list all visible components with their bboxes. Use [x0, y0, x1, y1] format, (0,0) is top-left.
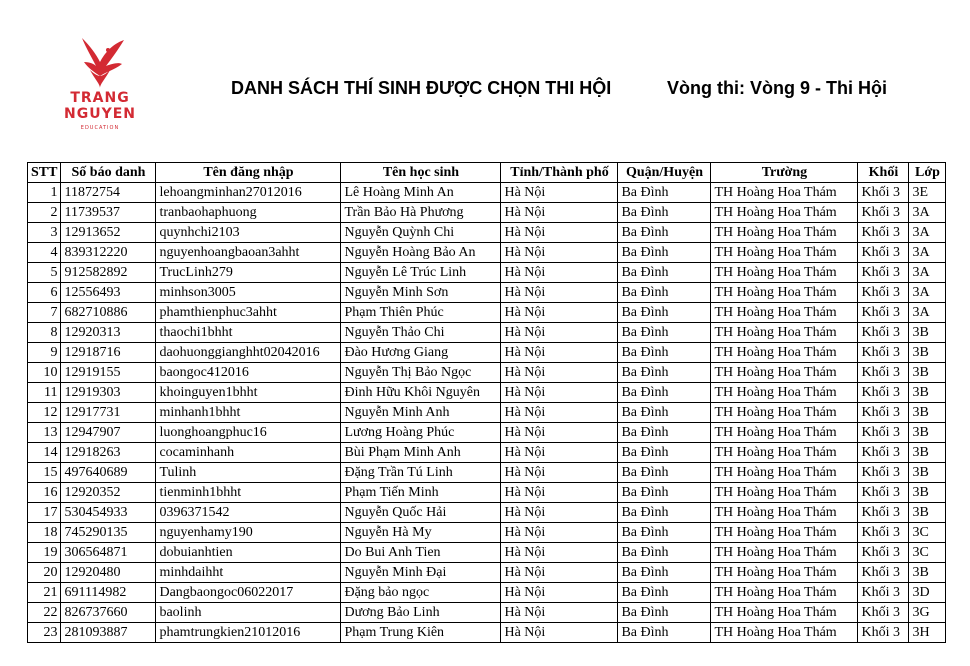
- cell-truong: TH Hoàng Hoa Thám: [711, 403, 858, 423]
- cell-ten-dang-nhap: dobuianhtien: [156, 543, 341, 563]
- logo-brand-line1: TRANG: [70, 90, 130, 106]
- cell-lop: 3C: [909, 543, 946, 563]
- cell-khoi: Khối 3: [858, 223, 909, 243]
- cell-ten-dang-nhap: daohuonggianghht02042016: [156, 343, 341, 363]
- table-row: [28, 323, 946, 343]
- cell-ten-hoc-sinh: Bùi Phạm Minh Anh: [341, 443, 501, 463]
- cell-so-bao-danh: 11872754: [61, 183, 156, 203]
- cell-lop: 3H: [909, 623, 946, 643]
- cell-ten-dang-nhap: Dangbaongoc06022017: [156, 583, 341, 603]
- cell-ten-dang-nhap: luonghoangphuc16: [156, 423, 341, 443]
- cell-tinh-thanh-pho: Hà Nội: [501, 623, 618, 643]
- column-header-quan-huyen: Quận/Huyện: [618, 163, 711, 183]
- table-row: [28, 183, 946, 203]
- cell-truong: TH Hoàng Hoa Thám: [711, 303, 858, 323]
- cell-truong: TH Hoàng Hoa Thám: [711, 463, 858, 483]
- cell-tinh-thanh-pho: Hà Nội: [501, 263, 618, 283]
- cell-ten-hoc-sinh: Đặng bảo ngọc: [341, 583, 501, 603]
- cell-khoi: Khối 3: [858, 523, 909, 543]
- cell-lop: 3A: [909, 303, 946, 323]
- cell-stt: 23: [28, 623, 61, 643]
- cell-so-bao-danh: 12918716: [61, 343, 156, 363]
- candidate-table: [27, 162, 946, 643]
- cell-quan-huyen: Ba Đình: [618, 523, 711, 543]
- trang-nguyen-logo: [50, 32, 150, 140]
- cell-truong: TH Hoàng Hoa Thám: [711, 523, 858, 543]
- table-header-row: [28, 163, 946, 183]
- cell-so-bao-danh: 12917731: [61, 403, 156, 423]
- cell-ten-dang-nhap: minhanh1bhht: [156, 403, 341, 423]
- table-row: [28, 623, 946, 643]
- cell-khoi: Khối 3: [858, 203, 909, 223]
- cell-stt: 1: [28, 183, 61, 203]
- cell-khoi: Khối 3: [858, 463, 909, 483]
- logo-brand-line2: NGUYEN: [64, 106, 136, 122]
- cell-quan-huyen: Ba Đình: [618, 483, 711, 503]
- cell-truong: TH Hoàng Hoa Thám: [711, 543, 858, 563]
- cell-lop: 3B: [909, 323, 946, 343]
- column-header-tinh-thanh-pho: Tỉnh/Thành phố: [501, 163, 618, 183]
- cell-stt: 8: [28, 323, 61, 343]
- table-row: [28, 343, 946, 363]
- table-row: [28, 463, 946, 483]
- cell-quan-huyen: Ba Đình: [618, 503, 711, 523]
- cell-lop: 3B: [909, 463, 946, 483]
- cell-so-bao-danh: 12920313: [61, 323, 156, 343]
- cell-lop: 3A: [909, 223, 946, 243]
- cell-ten-dang-nhap: baongoc412016: [156, 363, 341, 383]
- cell-stt: 19: [28, 543, 61, 563]
- table-row: [28, 303, 946, 323]
- cell-truong: TH Hoàng Hoa Thám: [711, 563, 858, 583]
- cell-tinh-thanh-pho: Hà Nội: [501, 463, 618, 483]
- cell-ten-hoc-sinh: Nguyễn Thảo Chi: [341, 323, 501, 343]
- table-body: [28, 183, 946, 643]
- cell-so-bao-danh: 12919155: [61, 363, 156, 383]
- cell-ten-hoc-sinh: Đinh Hữu Khôi Nguyên: [341, 383, 501, 403]
- cell-khoi: Khối 3: [858, 563, 909, 583]
- cell-khoi: Khối 3: [858, 243, 909, 263]
- cell-ten-dang-nhap: phamtrungkien21012016: [156, 623, 341, 643]
- cell-quan-huyen: Ba Đình: [618, 383, 711, 403]
- column-header-lop: Lớp: [909, 163, 946, 183]
- cell-lop: 3B: [909, 383, 946, 403]
- column-header-khoi: Khối: [858, 163, 909, 183]
- cell-truong: TH Hoàng Hoa Thám: [711, 363, 858, 383]
- cell-lop: 3D: [909, 583, 946, 603]
- cell-ten-dang-nhap: tranbaohaphuong: [156, 203, 341, 223]
- cell-quan-huyen: Ba Đình: [618, 243, 711, 263]
- cell-khoi: Khối 3: [858, 623, 909, 643]
- cell-ten-hoc-sinh: Phạm Thiên Phúc: [341, 303, 501, 323]
- cell-tinh-thanh-pho: Hà Nội: [501, 243, 618, 263]
- round-label: Vòng thi: Vòng 9 - Thi Hội: [667, 78, 887, 98]
- cell-quan-huyen: Ba Đình: [618, 443, 711, 463]
- cell-stt: 17: [28, 503, 61, 523]
- cell-tinh-thanh-pho: Hà Nội: [501, 523, 618, 543]
- cell-khoi: Khối 3: [858, 443, 909, 463]
- cell-truong: TH Hoàng Hoa Thám: [711, 263, 858, 283]
- cell-ten-hoc-sinh: Nguyễn Quỳnh Chi: [341, 223, 501, 243]
- cell-quan-huyen: Ba Đình: [618, 343, 711, 363]
- cell-khoi: Khối 3: [858, 263, 909, 283]
- cell-tinh-thanh-pho: Hà Nội: [501, 183, 618, 203]
- table-row: [28, 203, 946, 223]
- cell-truong: TH Hoàng Hoa Thám: [711, 603, 858, 623]
- table-row: [28, 243, 946, 263]
- table-row: [28, 583, 946, 603]
- cell-so-bao-danh: 497640689: [61, 463, 156, 483]
- cell-truong: TH Hoàng Hoa Thám: [711, 183, 858, 203]
- table-row: [28, 503, 946, 523]
- cell-truong: TH Hoàng Hoa Thám: [711, 343, 858, 363]
- cell-ten-dang-nhap: Tulinh: [156, 463, 341, 483]
- cell-truong: TH Hoàng Hoa Thám: [711, 423, 858, 443]
- cell-lop: 3B: [909, 443, 946, 463]
- cell-lop: 3G: [909, 603, 946, 623]
- cell-stt: 11: [28, 383, 61, 403]
- cell-ten-hoc-sinh: Phạm Tiến Minh: [341, 483, 501, 503]
- cell-tinh-thanh-pho: Hà Nội: [501, 363, 618, 383]
- cell-ten-hoc-sinh: Nguyễn Hà My: [341, 523, 501, 543]
- bird-emblem-icon: [50, 32, 150, 92]
- cell-ten-hoc-sinh: Đặng Trần Tú Linh: [341, 463, 501, 483]
- cell-ten-dang-nhap: thaochi1bhht: [156, 323, 341, 343]
- cell-ten-hoc-sinh: Nguyễn Quốc Hải: [341, 503, 501, 523]
- cell-ten-dang-nhap: lehoangminhan27012016: [156, 183, 341, 203]
- cell-tinh-thanh-pho: Hà Nội: [501, 283, 618, 303]
- cell-quan-huyen: Ba Đình: [618, 203, 711, 223]
- cell-tinh-thanh-pho: Hà Nội: [501, 443, 618, 463]
- cell-stt: 5: [28, 263, 61, 283]
- cell-tinh-thanh-pho: Hà Nội: [501, 543, 618, 563]
- cell-so-bao-danh: 912582892: [61, 263, 156, 283]
- cell-khoi: Khối 3: [858, 383, 909, 403]
- cell-so-bao-danh: 682710886: [61, 303, 156, 323]
- cell-so-bao-danh: 839312220: [61, 243, 156, 263]
- cell-ten-hoc-sinh: Nguyễn Minh Sơn: [341, 283, 501, 303]
- cell-ten-dang-nhap: cocaminhanh: [156, 443, 341, 463]
- cell-ten-hoc-sinh: Dương Bảo Linh: [341, 603, 501, 623]
- cell-tinh-thanh-pho: Hà Nội: [501, 323, 618, 343]
- column-header-stt: STT: [28, 163, 61, 183]
- cell-quan-huyen: Ba Đình: [618, 403, 711, 423]
- cell-khoi: Khối 3: [858, 323, 909, 343]
- cell-quan-huyen: Ba Đình: [618, 563, 711, 583]
- cell-ten-dang-nhap: baolinh: [156, 603, 341, 623]
- cell-lop: 3B: [909, 343, 946, 363]
- cell-stt: 4: [28, 243, 61, 263]
- cell-stt: 15: [28, 463, 61, 483]
- cell-so-bao-danh: 691114982: [61, 583, 156, 603]
- cell-tinh-thanh-pho: Hà Nội: [501, 503, 618, 523]
- cell-so-bao-danh: 12919303: [61, 383, 156, 403]
- table-row: [28, 443, 946, 463]
- cell-quan-huyen: Ba Đình: [618, 583, 711, 603]
- cell-lop: 3E: [909, 183, 946, 203]
- cell-tinh-thanh-pho: Hà Nội: [501, 223, 618, 243]
- cell-tinh-thanh-pho: Hà Nội: [501, 483, 618, 503]
- table-row: [28, 383, 946, 403]
- cell-quan-huyen: Ba Đình: [618, 423, 711, 443]
- column-header-ten-dang-nhap: Tên đăng nhập: [156, 163, 341, 183]
- cell-quan-huyen: Ba Đình: [618, 183, 711, 203]
- cell-truong: TH Hoàng Hoa Thám: [711, 283, 858, 303]
- cell-tinh-thanh-pho: Hà Nội: [501, 343, 618, 363]
- cell-ten-dang-nhap: TrucLinh279: [156, 263, 341, 283]
- cell-stt: 7: [28, 303, 61, 323]
- column-header-ten-hoc-sinh: Tên học sinh: [341, 163, 501, 183]
- page-title: DANH SÁCH THÍ SINH ĐƯỢC CHỌN THI HỘI: [231, 78, 612, 98]
- logo-brand-line3: EDUCATION: [80, 125, 120, 131]
- cell-ten-hoc-sinh: Đào Hương Giang: [341, 343, 501, 363]
- cell-so-bao-danh: 12920480: [61, 563, 156, 583]
- cell-ten-hoc-sinh: Nguyễn Minh Anh: [341, 403, 501, 423]
- cell-quan-huyen: Ba Đình: [618, 263, 711, 283]
- column-header-so-bao-danh: Số báo danh: [61, 163, 156, 183]
- table-row: [28, 223, 946, 243]
- cell-lop: 3C: [909, 523, 946, 543]
- table-row: [28, 483, 946, 503]
- cell-ten-dang-nhap: quynhchi2103: [156, 223, 341, 243]
- cell-khoi: Khối 3: [858, 343, 909, 363]
- cell-ten-hoc-sinh: Trần Bảo Hà Phương: [341, 203, 501, 223]
- cell-khoi: Khối 3: [858, 423, 909, 443]
- cell-khoi: Khối 3: [858, 363, 909, 383]
- cell-ten-hoc-sinh: Nguyễn Minh Đại: [341, 563, 501, 583]
- cell-stt: 13: [28, 423, 61, 443]
- cell-khoi: Khối 3: [858, 183, 909, 203]
- cell-khoi: Khối 3: [858, 503, 909, 523]
- cell-ten-dang-nhap: phamthienphuc3ahht: [156, 303, 341, 323]
- cell-truong: TH Hoàng Hoa Thám: [711, 323, 858, 343]
- cell-lop: 3A: [909, 283, 946, 303]
- cell-truong: TH Hoàng Hoa Thám: [711, 583, 858, 603]
- cell-stt: 12: [28, 403, 61, 423]
- cell-tinh-thanh-pho: Hà Nội: [501, 383, 618, 403]
- cell-ten-dang-nhap: minhdaihht: [156, 563, 341, 583]
- cell-truong: TH Hoàng Hoa Thám: [711, 383, 858, 403]
- cell-khoi: Khối 3: [858, 283, 909, 303]
- cell-ten-hoc-sinh: Nguyễn Lê Trúc Linh: [341, 263, 501, 283]
- table-row: [28, 363, 946, 383]
- cell-so-bao-danh: 11739537: [61, 203, 156, 223]
- cell-so-bao-danh: 12947907: [61, 423, 156, 443]
- cell-so-bao-danh: 826737660: [61, 603, 156, 623]
- cell-quan-huyen: Ba Đình: [618, 623, 711, 643]
- cell-lop: 3B: [909, 503, 946, 523]
- cell-quan-huyen: Ba Đình: [618, 543, 711, 563]
- cell-lop: 3B: [909, 423, 946, 443]
- cell-tinh-thanh-pho: Hà Nội: [501, 583, 618, 603]
- cell-truong: TH Hoàng Hoa Thám: [711, 223, 858, 243]
- cell-khoi: Khối 3: [858, 403, 909, 423]
- cell-quan-huyen: Ba Đình: [618, 363, 711, 383]
- cell-tinh-thanh-pho: Hà Nội: [501, 303, 618, 323]
- cell-quan-huyen: Ba Đình: [618, 303, 711, 323]
- cell-stt: 10: [28, 363, 61, 383]
- cell-khoi: Khối 3: [858, 583, 909, 603]
- cell-ten-dang-nhap: minhson3005: [156, 283, 341, 303]
- cell-ten-dang-nhap: nguyenhoangbaoan3ahht: [156, 243, 341, 263]
- cell-ten-hoc-sinh: Lê Hoàng Minh An: [341, 183, 501, 203]
- table-row: [28, 563, 946, 583]
- cell-tinh-thanh-pho: Hà Nội: [501, 563, 618, 583]
- cell-lop: 3A: [909, 203, 946, 223]
- cell-stt: 18: [28, 523, 61, 543]
- cell-stt: 14: [28, 443, 61, 463]
- cell-truong: TH Hoàng Hoa Thám: [711, 243, 858, 263]
- cell-lop: 3B: [909, 363, 946, 383]
- cell-quan-huyen: Ba Đình: [618, 463, 711, 483]
- cell-tinh-thanh-pho: Hà Nội: [501, 403, 618, 423]
- cell-tinh-thanh-pho: Hà Nội: [501, 603, 618, 623]
- cell-stt: 22: [28, 603, 61, 623]
- cell-truong: TH Hoàng Hoa Thám: [711, 203, 858, 223]
- cell-lop: 3B: [909, 483, 946, 503]
- cell-lop: 3A: [909, 263, 946, 283]
- table-row: [28, 423, 946, 443]
- cell-so-bao-danh: 745290135: [61, 523, 156, 543]
- cell-stt: 3: [28, 223, 61, 243]
- cell-so-bao-danh: 530454933: [61, 503, 156, 523]
- cell-khoi: Khối 3: [858, 483, 909, 503]
- cell-so-bao-danh: 306564871: [61, 543, 156, 563]
- cell-ten-dang-nhap: tienminh1bhht: [156, 483, 341, 503]
- cell-quan-huyen: Ba Đình: [618, 283, 711, 303]
- table-row: [28, 603, 946, 623]
- cell-stt: 9: [28, 343, 61, 363]
- cell-ten-dang-nhap: nguyenhamy190: [156, 523, 341, 543]
- cell-truong: TH Hoàng Hoa Thám: [711, 503, 858, 523]
- cell-stt: 6: [28, 283, 61, 303]
- column-header-truong: Trường: [711, 163, 858, 183]
- cell-ten-hoc-sinh: Nguyễn Thị Bảo Ngọc: [341, 363, 501, 383]
- cell-ten-dang-nhap: khoinguyen1bhht: [156, 383, 341, 403]
- cell-stt: 16: [28, 483, 61, 503]
- cell-khoi: Khối 3: [858, 303, 909, 323]
- cell-quan-huyen: Ba Đình: [618, 223, 711, 243]
- cell-quan-huyen: Ba Đình: [618, 603, 711, 623]
- cell-truong: TH Hoàng Hoa Thám: [711, 443, 858, 463]
- cell-truong: TH Hoàng Hoa Thám: [711, 623, 858, 643]
- cell-tinh-thanh-pho: Hà Nội: [501, 423, 618, 443]
- cell-so-bao-danh: 281093887: [61, 623, 156, 643]
- cell-truong: TH Hoàng Hoa Thám: [711, 483, 858, 503]
- cell-lop: 3B: [909, 403, 946, 423]
- cell-ten-hoc-sinh: Nguyễn Hoàng Bảo An: [341, 243, 501, 263]
- table-row: [28, 283, 946, 303]
- cell-stt: 21: [28, 583, 61, 603]
- cell-khoi: Khối 3: [858, 543, 909, 563]
- cell-ten-hoc-sinh: Phạm Trung Kiên: [341, 623, 501, 643]
- table-row: [28, 523, 946, 543]
- cell-stt: 2: [28, 203, 61, 223]
- cell-so-bao-danh: 12556493: [61, 283, 156, 303]
- cell-so-bao-danh: 12920352: [61, 483, 156, 503]
- cell-khoi: Khối 3: [858, 603, 909, 623]
- cell-tinh-thanh-pho: Hà Nội: [501, 203, 618, 223]
- table-row: [28, 543, 946, 563]
- cell-ten-hoc-sinh: Lương Hoàng Phúc: [341, 423, 501, 443]
- cell-lop: 3B: [909, 563, 946, 583]
- cell-ten-dang-nhap: 0396371542: [156, 503, 341, 523]
- cell-quan-huyen: Ba Đình: [618, 323, 711, 343]
- cell-stt: 20: [28, 563, 61, 583]
- table-row: [28, 403, 946, 423]
- cell-so-bao-danh: 12913652: [61, 223, 156, 243]
- cell-lop: 3A: [909, 243, 946, 263]
- cell-ten-hoc-sinh: Do Bui Anh Tien: [341, 543, 501, 563]
- cell-so-bao-danh: 12918263: [61, 443, 156, 463]
- table-row: [28, 263, 946, 283]
